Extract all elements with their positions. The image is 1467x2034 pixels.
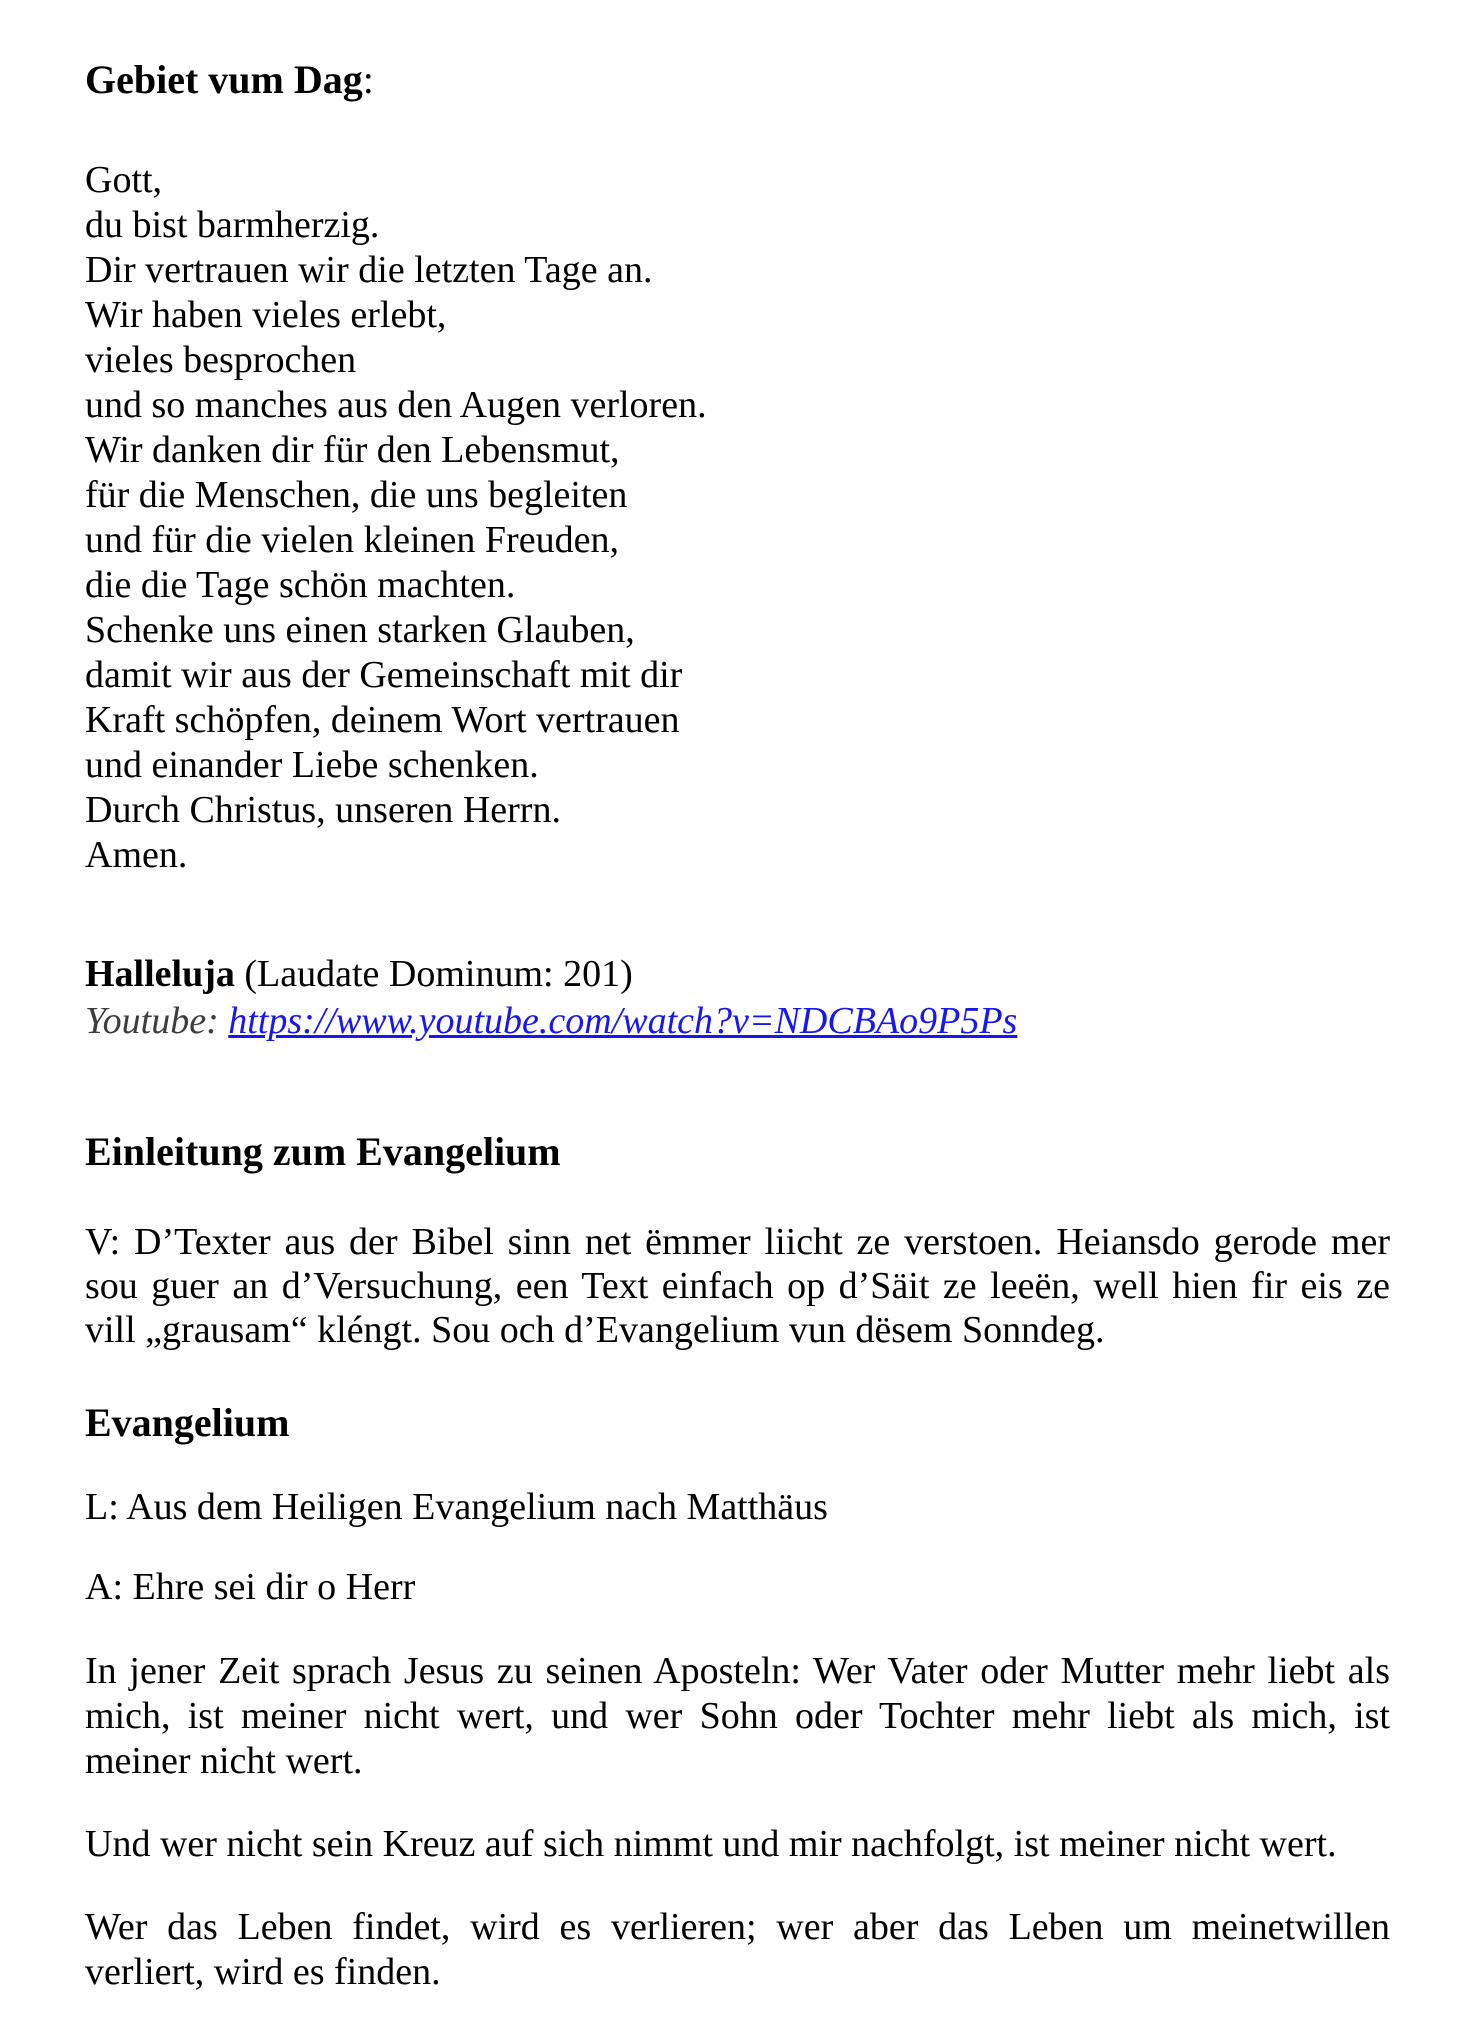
gospel-paragraph: Wer das Leben findet, wird es verlieren; wer aber das Leben um meinetwillen verliert, wird es finden. [85,1906,1390,1993]
lector-line: L: Aus dem Heiligen Evangelium nach Matthäus [85,1486,828,1528]
prayer-text [85,158,1390,878]
youtube-link[interactable]: https://www.youtube.com/watch?v=NDCBAo9P5Ps [228,1000,1018,1042]
einleitung-heading: Einleitung zum Evangelium [85,1129,561,1174]
halleluja-title [85,952,1390,997]
prayer-line: Amen. [85,834,188,876]
einleitung-paragraph: V: D’Texter aus der Bibel sinn net ëmmer liicht ze verstoen. Heiansdo gerode mer sou guer an d’Versuchung, een Text einfach op d’Säit ze leeën, well hien fir eis ze vill „grausam“ kléngt. Sou och d’Evangelium vun dësem Sonndeg. [85,1221,1390,1351]
prayer-line: und für die vielen kleinen Freuden, [85,519,619,561]
evangelium-heading: Evangelium [85,1400,290,1445]
prayer-line: vieles besprochen [85,339,357,381]
youtube-label: Youtube: [85,1000,229,1042]
prayer-line: und so manches aus den Augen verloren. [85,384,707,426]
gospel-paragraph: Und wer nicht sein Kreuz auf sich nimmt und mir nachfolgt, ist meiner nicht wert. [85,1823,1337,1865]
prayer-line: die die Tage schön machten. [85,564,516,606]
prayer-line: Wir danken dir für den Lebensmut, [85,429,620,471]
prayer-line: Wir haben vieles erlebt, [85,294,447,336]
prayer-line: Schenke uns einen starken Glauben, [85,609,635,651]
prayer-line: Gott, [85,159,163,201]
prayer-heading-text: Gebiet vum Dag [85,57,363,102]
halleluja-title-rest: (Laudate Dominum: 201) [234,953,633,995]
gospel-paragraph: In jener Zeit sprach Jesus zu seinen Aposteln: Wer Vater oder Mutter mehr liebt als mich, ist meiner nicht wert, und wer Sohn oder Tochter mehr liebt als mich, ist meiner nicht wert. [85,1650,1390,1782]
prayer-line: Durch Christus, unseren Herrn. [85,789,561,831]
prayer-line: du bist barmherzig. [85,204,380,246]
prayer-line: Kraft schöpfen, deinem Wort vertrauen [85,699,680,741]
response-line: A: Ehre sei dir o Herr [85,1566,416,1608]
prayer-line: damit wir aus der Gemeinschaft mit dir [85,654,683,696]
prayer-line: und einander Liebe schenken. [85,744,539,786]
prayer-line: Dir vertrauen wir die letzten Tage an. [85,249,653,291]
halleluja-section [85,952,1390,1045]
youtube-line [85,997,1390,1045]
halleluja-title-bold: Halleluja [85,953,235,995]
prayer-heading [85,57,1390,102]
prayer-heading-colon: : [362,57,374,102]
prayer-line: für die Menschen, die uns begleiten [85,474,628,516]
